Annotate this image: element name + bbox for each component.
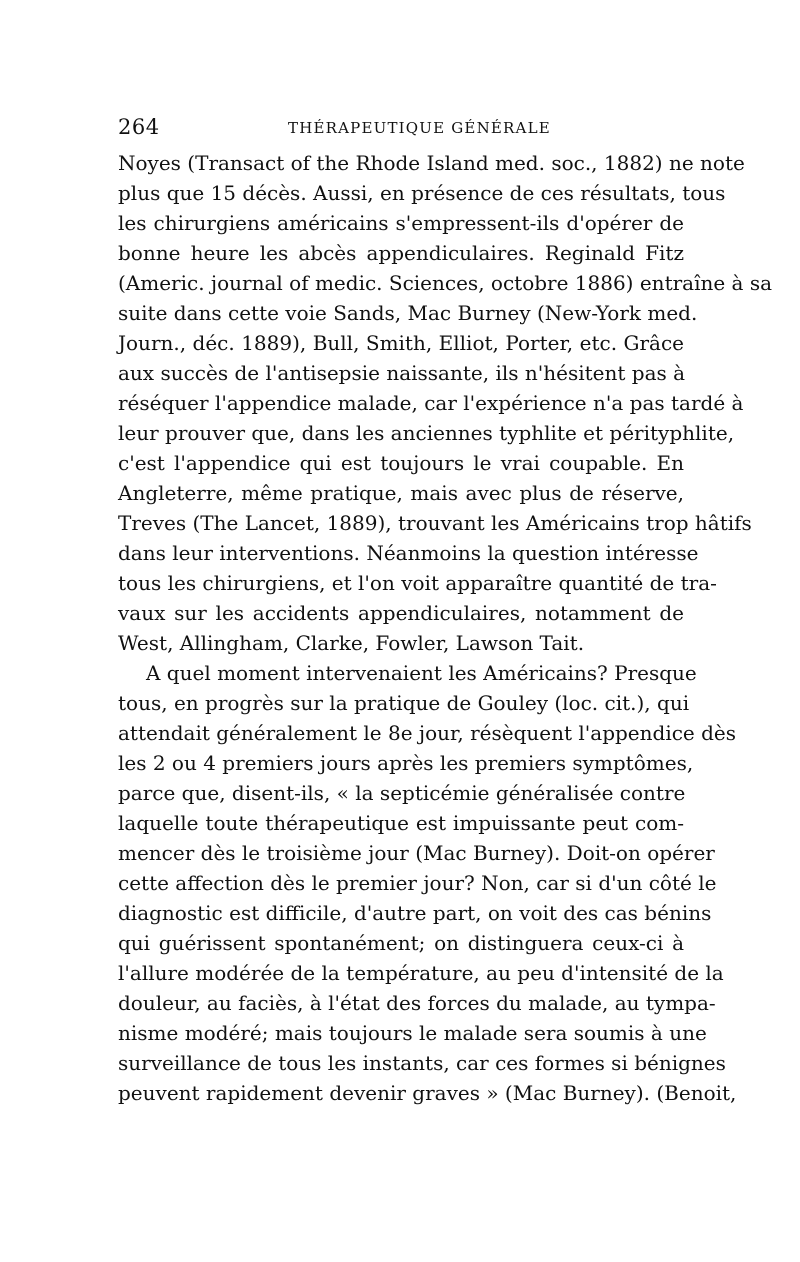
text-line: réséquer l'appendice malade, car l'expérience n'a pas tardé à [118,391,744,415]
paragraph-2 [118,658,737,1108]
text-line: les 2 ou 4 premiers jours après les premiers symptômes, [118,751,694,775]
body-text [118,148,773,1108]
text-line: (Americ. journal of medic. Sciences, octobre 1886) entraîne à sa [118,271,773,295]
page-header [118,115,684,145]
page-number: 264 [118,115,160,139]
text-line: diagnostic est difficile, d'autre part, on voit des cas bénins [118,901,712,925]
text-line: nisme modéré; mais toujours le malade sera soumis à une [118,1021,707,1045]
text-line: West, Allingham, Clarke, Fowler, Lawson Tait. [118,631,585,655]
text-line: mencer dès le troisième jour (Mac Burney). Doit-on opérer [118,841,715,865]
text-line: vaux sur les accidents appendiculaires, notamment de [118,601,684,625]
text-line: plus que 15 décès. Aussi, en présence de ces résultats, tous [118,181,726,205]
text-line: laquelle toute thérapeutique est impuissante peut com- [118,811,684,835]
text-line: bonne heure les abcès appendiculaires. Reginald Fitz [118,241,684,265]
text-line: c'est l'appendice qui est toujours le vrai coupable. En [118,451,684,475]
text-line: parce que, disent-ils, « la septicémie généralisée contre [118,781,686,805]
text-line: qui guérissent spontanément; on distinguera ceux-ci à [118,931,684,955]
text-line: cette affection dès le premier jour? Non, car si d'un côté le [118,871,717,895]
text-line: leur prouver que, dans les anciennes typhlite et pérityphlite, [118,421,735,445]
text-line: tous, en progrès sur la pratique de Gouley (loc. cit.), qui [118,691,690,715]
text-line: attendait généralement le 8e jour, résèquent l'appendice dès [118,721,737,745]
text-line: suite dans cette voie Sands, Mac Burney (New-York med. [118,301,698,325]
text-line: douleur, au faciès, à l'état des forces du malade, au tympa- [118,991,716,1015]
text-line: Noyes (Transact of the Rhode Island med. soc., 1882) ne note [118,151,745,175]
text-line: les chirurgiens américains s'empressent-ils d'opérer de [118,211,684,235]
text-line: A quel moment intervenaient les Américains? Presque [146,661,697,685]
text-line: Journ., déc. 1889), Bull, Smith, Elliot, Porter, etc. Grâce [118,331,684,355]
text-line: Angleterre, même pratique, mais avec plus de réserve, [118,481,684,505]
text-line: surveillance de tous les instants, car ces formes si bénignes [118,1051,726,1075]
text-line: peuvent rapidement devenir graves » (Mac Burney). (Benoit, [118,1081,737,1105]
text-line: tous les chirurgiens, et l'on voit apparaître quantité de tra- [118,571,717,595]
text-line: Treves (The Lancet, 1889), trouvant les Américains trop hâtifs [118,511,752,535]
running-title: THÉRAPEUTIQUE GÉNÉRALE [288,119,551,137]
paragraph-1 [118,148,773,658]
text-line: aux succès de l'antisepsie naissante, ils n'hésitent pas à [118,361,686,385]
text-line: dans leur interventions. Néanmoins la question intéresse [118,541,699,565]
text-line: l'allure modérée de la température, au peu d'intensité de la [118,961,724,985]
